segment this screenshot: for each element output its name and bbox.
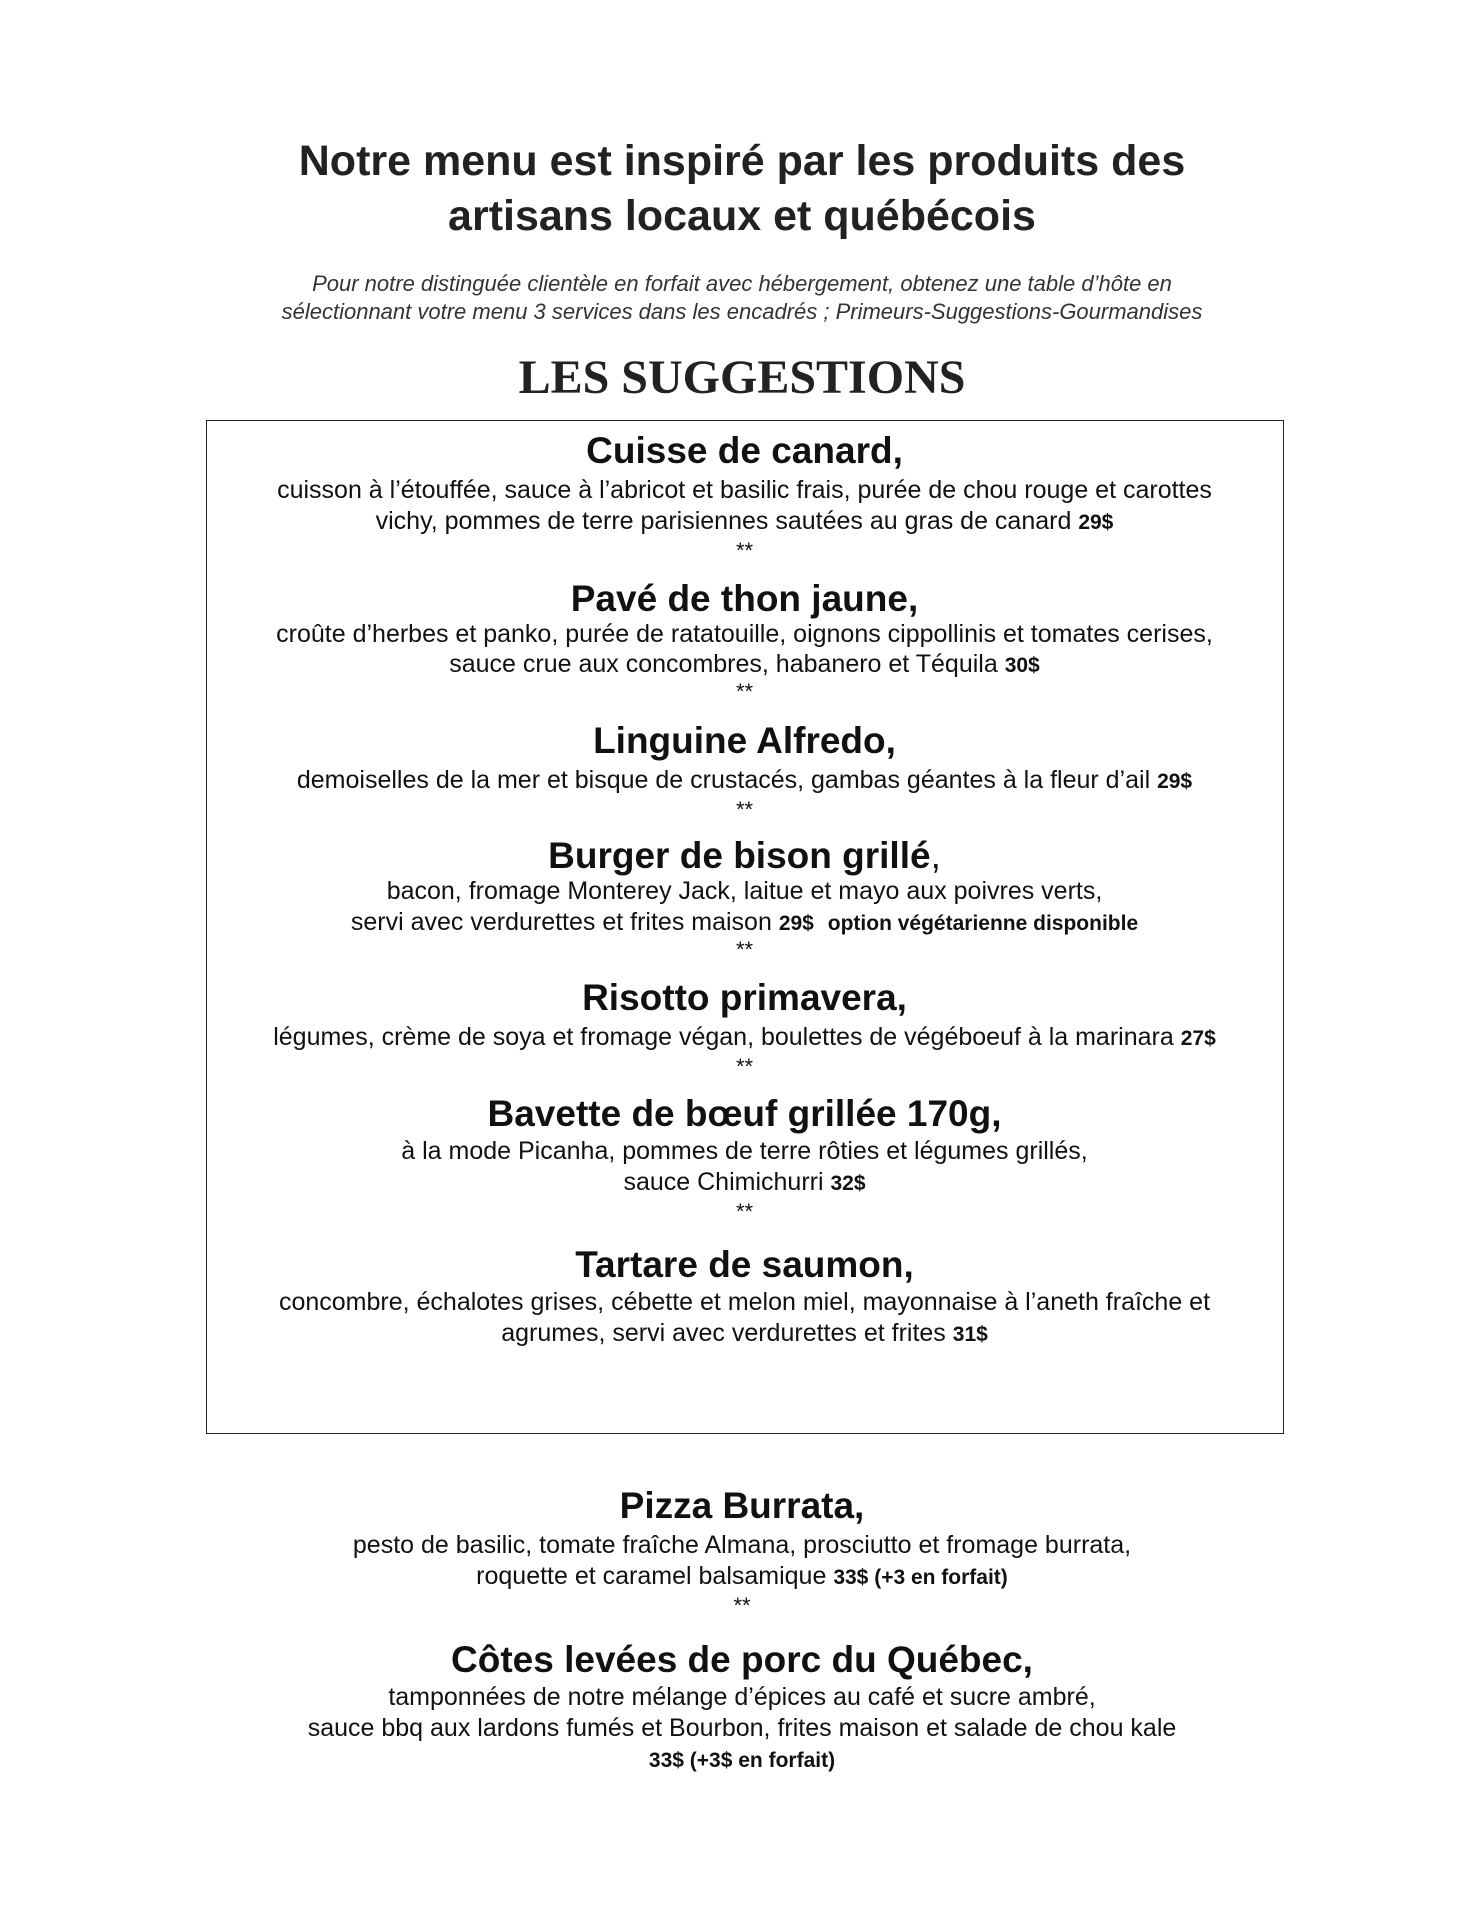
separator: ** <box>735 1054 754 1079</box>
menu-item <box>207 1245 1282 1350</box>
dish-price: 32$ <box>830 1172 866 1195</box>
dish-description <box>207 765 1282 797</box>
suggestions-box <box>206 420 1284 1434</box>
menu-item <box>207 721 1282 821</box>
dish-desc-line-2: sauce bbq aux lardons fumés et Bourbon, frites maison et salade de chou kale <box>307 1714 1177 1742</box>
page-headline <box>200 134 1284 244</box>
intro-line-2: sélectionnant votre menu 3 services dans les encadrés ; Primeurs-Suggestions-Gourmandises <box>281 299 1203 324</box>
headline-line-2: artisans locaux et québécois <box>448 192 1036 240</box>
separator: ** <box>735 538 754 563</box>
intro-text <box>200 270 1284 326</box>
menu-item <box>207 579 1282 703</box>
dish-desc-line-1: croûte d’herbes et panko, purée de ratatouille, oignons cippollinis et tomates cerises, <box>276 620 1213 648</box>
dish-price: 33$ (+3 en forfait) <box>833 1566 1008 1589</box>
dish-name <box>207 836 1282 876</box>
dish-name: Risotto primavera, <box>582 977 907 1018</box>
dish-description <box>207 1136 1282 1199</box>
menu-item <box>207 836 1282 961</box>
dish-name: Linguine Alfredo, <box>593 720 896 761</box>
dish-price: 29$ <box>1078 511 1114 534</box>
dish-description <box>207 475 1282 538</box>
dish-name-suffix: , <box>930 835 941 876</box>
dish-name: Pavé de thon jaune, <box>570 578 919 619</box>
menu-item <box>207 1094 1282 1223</box>
dish-desc-line-2: roquette et caramel balsamique <box>476 1562 827 1590</box>
dish-price: 29$ <box>778 912 814 935</box>
intro-line-1: Pour notre distinguée clientèle en forfait avec hébergement, obtenez une table d’hôte en <box>312 271 1172 296</box>
menu-item <box>207 431 1282 562</box>
separator: ** <box>735 797 754 822</box>
dish-name: Côtes levées de porc du Québec, <box>451 1639 1033 1680</box>
dish-desc-line-2: servi avec verdurettes et frites maison <box>350 908 772 936</box>
menu-item <box>207 978 1282 1078</box>
separator: ** <box>735 679 754 704</box>
separator: ** <box>733 1593 751 1618</box>
dish-description <box>207 619 1282 681</box>
separator: ** <box>735 937 754 962</box>
dish-name: Bavette de bœuf grillée 170g, <box>487 1093 1002 1134</box>
dish-name-text: Burger de bison grillé <box>548 835 931 876</box>
dish-price: 29$ <box>1157 770 1193 793</box>
menu-item <box>0 1640 1484 1776</box>
dish-name: Cuisse de canard, <box>586 430 903 471</box>
dish-description <box>207 876 1282 939</box>
dish-desc-line-1: tamponnées de notre mélange d’épices au café et sucre ambré, <box>388 1683 1096 1711</box>
dish-description <box>0 1530 1484 1593</box>
dish-desc-line-1: légumes, crème de soya et fromage végan, boulettes de végéboeuf à la marinara <box>273 1023 1174 1051</box>
dish-description <box>0 1682 1484 1776</box>
dish-name: Pizza Burrata, <box>619 1485 865 1526</box>
dish-description <box>207 1287 1282 1350</box>
dish-desc-line-2: sauce crue aux concombres, habanero et Téquila <box>449 650 998 678</box>
dish-desc-line-2: agrumes, servi avec verdurettes et frites <box>501 1319 946 1347</box>
dish-desc-line-1: à la mode Picanha, pommes de terre rôties et légumes grillés, <box>401 1137 1088 1165</box>
dish-desc-line-1: demoiselles de la mer et bisque de crustacés, gambas géantes à la fleur d’ail <box>296 766 1151 794</box>
headline-line-1: Notre menu est inspiré par les produits des <box>298 137 1186 185</box>
menu-item <box>0 1486 1484 1617</box>
dish-desc-line-2: vichy, pommes de terre parisiennes sautées au gras de canard <box>375 507 1072 535</box>
dish-name: Tartare de saumon, <box>575 1244 914 1285</box>
separator: ** <box>735 1199 754 1224</box>
dish-note: option végétarienne disponible <box>827 912 1139 935</box>
dish-desc-line-1: bacon, fromage Monterey Jack, laitue et mayo aux poivres verts, <box>386 877 1103 905</box>
dish-price: 27$ <box>1180 1027 1216 1050</box>
dish-price: 31$ <box>952 1323 988 1346</box>
dish-price: 30$ <box>1004 654 1040 677</box>
dish-desc-line-2: sauce Chimichurri <box>623 1168 824 1196</box>
dish-desc-line-1: cuisson à l’étouffée, sauce à l’abricot et basilic frais, purée de chou rouge et carottes <box>277 476 1212 504</box>
dish-desc-line-1: concombre, échalotes grises, cébette et melon miel, mayonnaise à l’aneth fraîche et <box>278 1288 1211 1316</box>
dish-price: 33$ (+3$ en forfait) <box>648 1749 836 1772</box>
dish-desc-line-1: pesto de basilic, tomate fraîche Almana, prosciutto et fromage burrata, <box>352 1531 1132 1559</box>
dish-description <box>207 1022 1282 1054</box>
section-title: LES SUGGESTIONS <box>518 351 966 404</box>
